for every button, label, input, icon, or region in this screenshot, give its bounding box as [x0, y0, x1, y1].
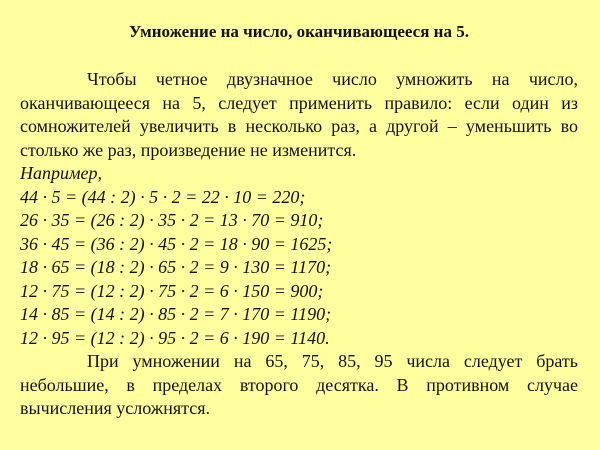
example-line: 36 · 45 = (36 : 2) · 45 · 2 = 18 · 90 = 1625;: [20, 233, 333, 254]
example-line: 12 · 95 = (12 : 2) · 95 · 2 = 6 · 190 = 1140.: [20, 327, 330, 348]
example-line: 18 · 65 = (18 : 2) · 65 · 2 = 9 · 130 = 1170;: [20, 257, 332, 277]
example-label: Например,: [20, 163, 102, 183]
examples-list: [20, 186, 578, 351]
example-line: 14 · 85 = (14 : 2) · 85 · 2 = 7 · 170 = 1190;: [20, 304, 332, 324]
conclusion-paragraph: При умножении на 65, 75, 85, 95 числа следует брать небольшие, в пределах второго десятка. В противном случае вычисления усложнятся.: [20, 351, 578, 418]
example-line: 44 · 5 = (44 : 2) · 5 · 2 = 22 · 10 = 220;: [20, 186, 306, 207]
example-line: 26 · 35 = (26 : 2) · 35 · 2 = 13 · 70 = 910;: [20, 210, 324, 230]
intro-paragraph: Чтобы четное двузначное число умножить на число, оканчивающееся на 5, следует применить правило: если один из сомножителей увеличить в несколько раз, а другой – уменьшить во столько же раз, произведение не изменится.: [20, 69, 578, 160]
example-line: 12 · 75 = (12 : 2) · 75 · 2 = 6 · 150 = 900;: [20, 280, 324, 301]
page-title: Умножение на число, оканчивающееся на 5.: [129, 22, 469, 41]
